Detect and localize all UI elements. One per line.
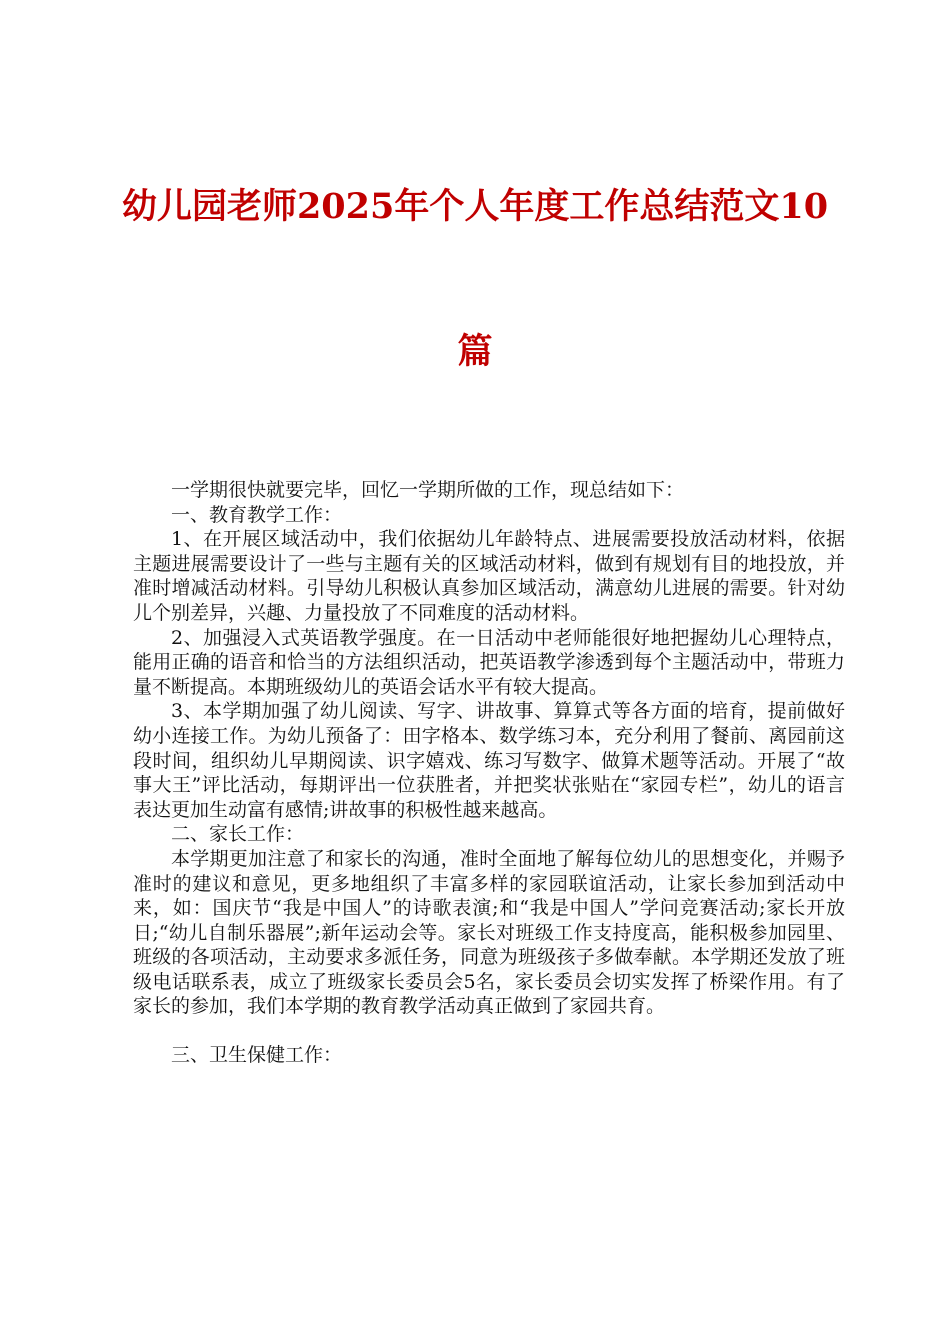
teaching-item-3: 3、本学期加强了幼儿阅读、写字、讲故事、算算式等各方面的培育，提前做好幼小连接工作。为幼儿预备了：田字格本、数学练习本，充分利用了餐前、离园前这段时间，组织幼儿早期阅读、识字嬉戏、练习写数字、做算术题等活动。开展了“故事大王”评比活动，每期评出一位获胜者，并把奖状张贴在“家园专栏”，幼儿的语言表达更加生动富有感情;讲故事的积极性越来越高。 bbox=[133, 700, 845, 821]
teaching-item-1: 1、在开展区域活动中，我们依据幼儿年龄特点、进展需要投放活动材料，依据主题进展需要设计了一些与主题有关的区域活动材料，做到有规划有目的地投放，并准时增减活动材料。引导幼儿积极认真参加区域活动，满意幼儿进展的需要。针对幼儿个别差异，兴趣、力量投放了不同难度的活动材料。 bbox=[133, 528, 845, 624]
section-heading-parents: 二、家长工作： bbox=[171, 823, 305, 846]
section-heading-health: 三、卫生保健工作： bbox=[171, 1044, 343, 1067]
section-heading-teaching: 一、教育教学工作： bbox=[171, 503, 343, 526]
parents-paragraph: 本学期更加注意了和家长的沟通，准时全面地了解每位幼儿的思想变化，并赐予准时的建议和意见，更多地组织了丰富多样的家园联谊活动，让家长参加到活动中来，如：国庆节“我是中国人”的诗歌表演;和“我是中国人”学问竞赛活动;家长开放日;“幼儿自制乐器展”;新年运动会等。家长对班级工作支持度高，能积极参加园里、班级的各项活动，主动要求多派任务，同意为班级孩子多做奉献。本学期还发放了班级电话联系表，成立了班级家长委员会5名，家长委员会切实发挥了桥梁作用。有了家长的参加，我们本学期的教育教学活动真正做到了家园共育。 bbox=[133, 847, 845, 1018]
document-title-line-2: 篇 bbox=[457, 331, 493, 372]
intro-paragraph: 一学期很快就要完毕，回忆一学期所做的工作，现总结如下： bbox=[171, 479, 685, 501]
document-title-line-1: 幼儿园老师2025年个人年度工作总结范文10 bbox=[121, 186, 829, 227]
document-body bbox=[133, 478, 845, 1068]
teaching-item-2: 2、加强浸入式英语教学强度。在一日活动中老师能很好地把握幼儿心理特点，能用正确的语音和恰当的方法组织活动，把英语教学渗透到每个主题活动中，带班力量不断提高。本期班级幼儿的英语会话水平有较大提高。 bbox=[133, 626, 845, 698]
